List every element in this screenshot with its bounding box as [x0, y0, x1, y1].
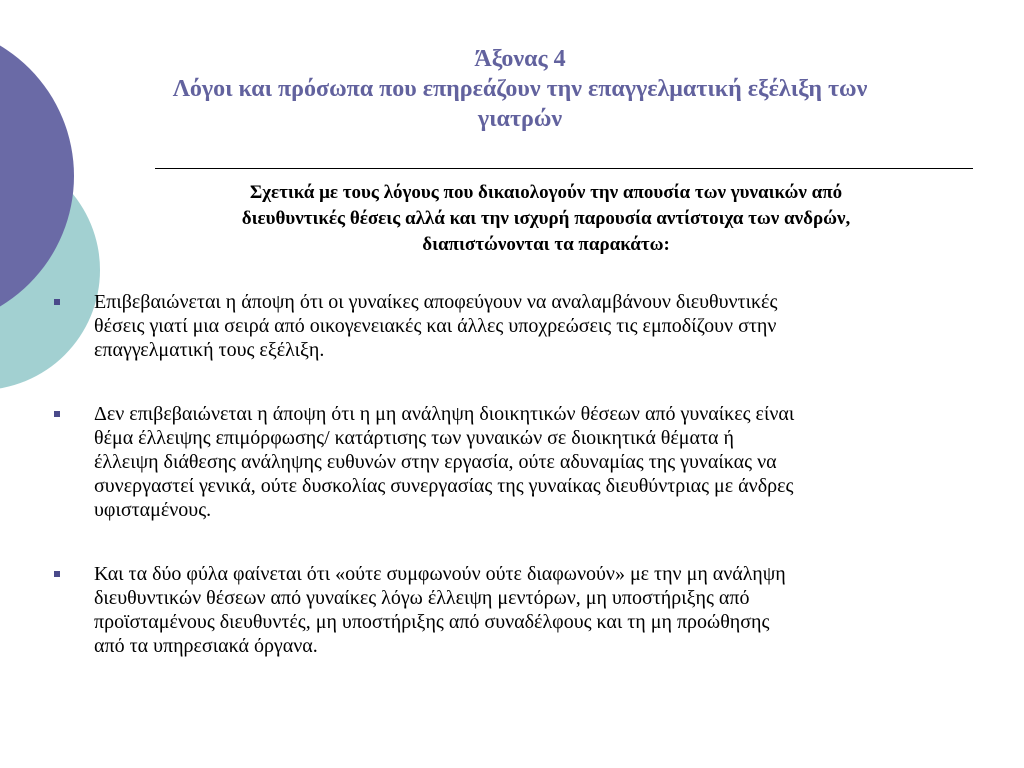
bullet-3-line-3: προϊσταμένους διευθυντές, μη υποστήριξης από συναδέλφους και τη μη προώθησης	[94, 611, 770, 633]
bullet-1-line-3: επαγγελματική τους εξέλιξη.	[94, 339, 325, 361]
slide-title	[140, 44, 900, 134]
bullet-item-1	[52, 290, 1002, 362]
bullet-3-line-2: διευθυντικών θέσεων από γυναίκες λόγω έλλειψη μεντόρων, μη υποστήριξης από	[94, 587, 750, 609]
bullet-2-line-5: υφισταμένους.	[94, 499, 212, 521]
bullet-2-line-3: έλλειψη διάθεσης ανάληψης ευθυνών στην εργασία, ούτε αδυναμίας της γυναίκας να	[94, 451, 777, 473]
bullet-list	[52, 290, 1002, 698]
square-bullet-icon	[54, 299, 60, 305]
bullet-2-line-1: Δεν επιβεβαιώνεται η άποψη ότι η μη ανάληψη διοικητικών θέσεων από γυναίκες είναι	[94, 403, 795, 425]
square-bullet-icon	[54, 411, 60, 417]
bullet-1-line-1: Επιβεβαιώνεται η άποψη ότι οι γυναίκες αποφεύγουν να αναλαμβάνουν διευθυντικές	[94, 291, 778, 313]
intro-line-1: Σχετικά με τους λόγους που δικαιολογούν την απουσία των γυναικών από	[249, 182, 843, 203]
bullet-2-line-4: συνεργαστεί γενικά, ούτε δυσκολίας συνεργασίας της γυναίκας διευθύντριας με άνδρες	[94, 475, 794, 497]
intro-line-3: διαπιστώνονται τα παρακάτω:	[422, 234, 670, 255]
bullet-2-line-2: θέμα έλλειψης επιμόρφωσης/ κατάρτισης των γυναικών σε διοικητικά θέματα ή	[94, 427, 734, 449]
title-subtitle-line-2: γιατρών	[477, 106, 563, 132]
bullet-1-line-2: θέσεις γιατί μια σειρά από οικογενειακές και άλλες υποχρεώσεις τις εμποδίζουν στην	[94, 315, 777, 337]
title-main: Άξονας 4	[474, 46, 566, 72]
bullet-3-line-4: από τα υπηρεσιακά όργανα.	[94, 635, 318, 657]
intro-line-2: διευθυντικές θέσεις αλλά και την ισχυρή παρουσία αντίστοιχα των ανδρών,	[241, 208, 851, 229]
title-subtitle-line-1: Λόγοι και πρόσωπα που επηρεάζουν την επαγγελματική εξέλιξη των	[172, 76, 868, 102]
square-bullet-icon	[54, 571, 60, 577]
intro-paragraph	[120, 180, 972, 258]
bullet-item-2	[52, 402, 1002, 522]
bullet-item-3	[52, 562, 1002, 658]
title-divider	[155, 168, 973, 169]
bullet-3-line-1: Και τα δύο φύλα φαίνεται ότι «ούτε συμφωνούν ούτε διαφωνούν» με την μη ανάληψη	[94, 563, 786, 585]
